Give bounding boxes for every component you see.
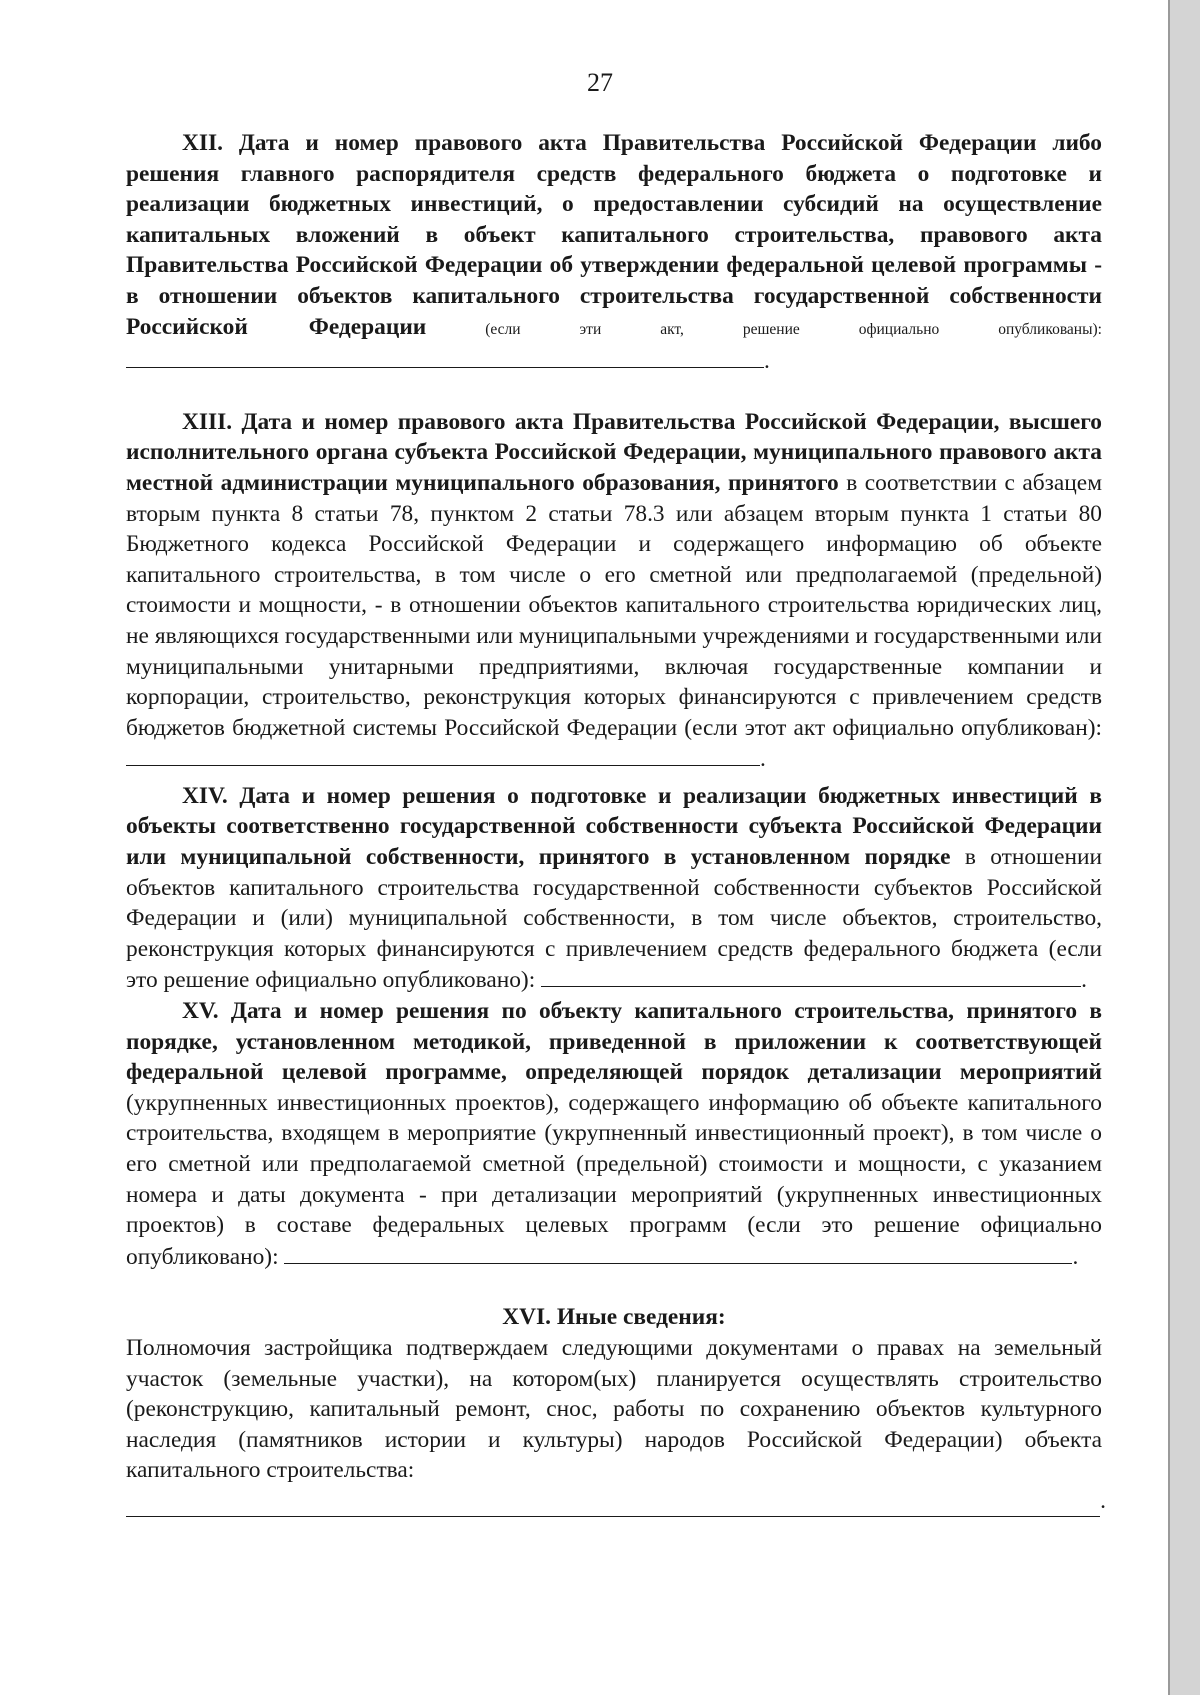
section-xvi-end: . bbox=[1100, 1487, 1106, 1514]
section-xiv-end: . bbox=[1081, 967, 1087, 994]
section-xii bbox=[126, 128, 1102, 377]
section-xv-heading: XV. Дата и номер решения по объекту капитального строительства, принятого в порядке, установленном методикой, приведенной в приложении к соответствующей федеральной целевой программе, определяющей порядок детализации мероприятий bbox=[126, 998, 1102, 1086]
section-xii-blank-line[interactable] bbox=[126, 345, 764, 368]
section-xv bbox=[126, 996, 1102, 1272]
section-xiii-end: . bbox=[760, 746, 766, 773]
section-xii-end: . bbox=[764, 348, 770, 375]
section-xii-note: (если эти акт, решение официально опубликованы): bbox=[426, 320, 1102, 338]
section-xv-text: (укрупненных инвестиционных проектов), содержащего информацию об объекте капитального строительства, входящем в мероприятие (укрупненный инвестиционный проект), в том числе о его сметной или предполагаемой сметной (предельной) стоимости и мощности, с указанием номера и даты документа - при детализации мероприятий (укрупненных инвестиционных проектов) в составе федеральных целевых программ (если это решение официально опубликовано): bbox=[126, 1089, 1102, 1270]
section-xiv bbox=[126, 781, 1102, 996]
section-xv-blank-line[interactable] bbox=[284, 1241, 1072, 1264]
section-xiii bbox=[126, 407, 1102, 775]
section-xvi-blank-line[interactable] bbox=[126, 1494, 1100, 1517]
section-xiv-text: в отношении объектов капитального строительства государственной собственности субъектов Российской Федерации и (или) муниципальной собственности, в том числе объектов, строительство, реконструкция которых финансируются с привлечением средств федерального бюджета (если это решение официально опубликовано): bbox=[126, 844, 1102, 994]
section-xvi-blank-row bbox=[126, 1486, 1106, 1517]
section-xiii-blank-line[interactable] bbox=[126, 743, 760, 766]
section-xvi-text: Полномочия застройщика подтверждаем следующими документами о правах на земельный участок (земельные участки), на котором(ых) планируется осуществлять строительство (реконструкцию, капитальный ремонт, снос, работы по сохранению объектов культурного наследия (памятников истории и культуры) народов Российской Федерации) объекта капитального строительства: bbox=[126, 1334, 1102, 1484]
section-xiv-heading: XIV. Дата и номер решения о подготовке и реализации бюджетных инвестиций в объекты соответственно государственной собственности субъекта Российской Федерации или муниципальной собственности, принятого в установленном порядке bbox=[126, 782, 1102, 871]
section-xiv-blank-line[interactable] bbox=[541, 964, 1081, 987]
section-xvi-title: XVI. Иные сведения: bbox=[502, 1304, 726, 1331]
document-body bbox=[126, 128, 1106, 1517]
section-xiii-text: в соответствии с абзацем вторым пункта 8 статьи 78, пунктом 2 статьи 78.3 или абзацем вторым пункта 1 статьи 80 Бюджетного кодекса Российской Федерации и содержащего информацию об объекте капитального строительства, в том числе о его сметной или предполагаемой (предельной) стоимости и мощности, - в отношении объектов капитального строительства юридических лиц, не являющихся государственными или муниципальными учреждениями и государственными или муниципальными унитарными предприятиями, включая государственные компании и корпорации, строительство, реконструкция которых финансируются с привлечением средств бюджетов бюджетной системы Российской Федерации (если этот акт официально опубликован): bbox=[126, 469, 1102, 741]
page-number: 27 bbox=[587, 68, 613, 97]
section-xii-heading: XII. Дата и номер правового акта Правительства Российской Федерации либо решения главного распорядителя средств федерального бюджета о подготовке и реализации бюджетных инвестиций, о предоставлении субсидий на осуществление капитальных вложений в объект капитального строительства, правового акта Правительства Российской Федерации об утверждении федеральной целевой программы - в отношении объектов капитального строительства государственной собственности Российской Федерации bbox=[126, 130, 1102, 340]
section-xv-end: . bbox=[1072, 1243, 1079, 1270]
section-xiii-heading: XIII. Дата и номер правового акта Правительства Российской Федерации, высшего исполнительного органа субъекта Российской Федерации, муниципального правового акта местной администрации муниципального образования, принятого bbox=[126, 408, 1102, 496]
